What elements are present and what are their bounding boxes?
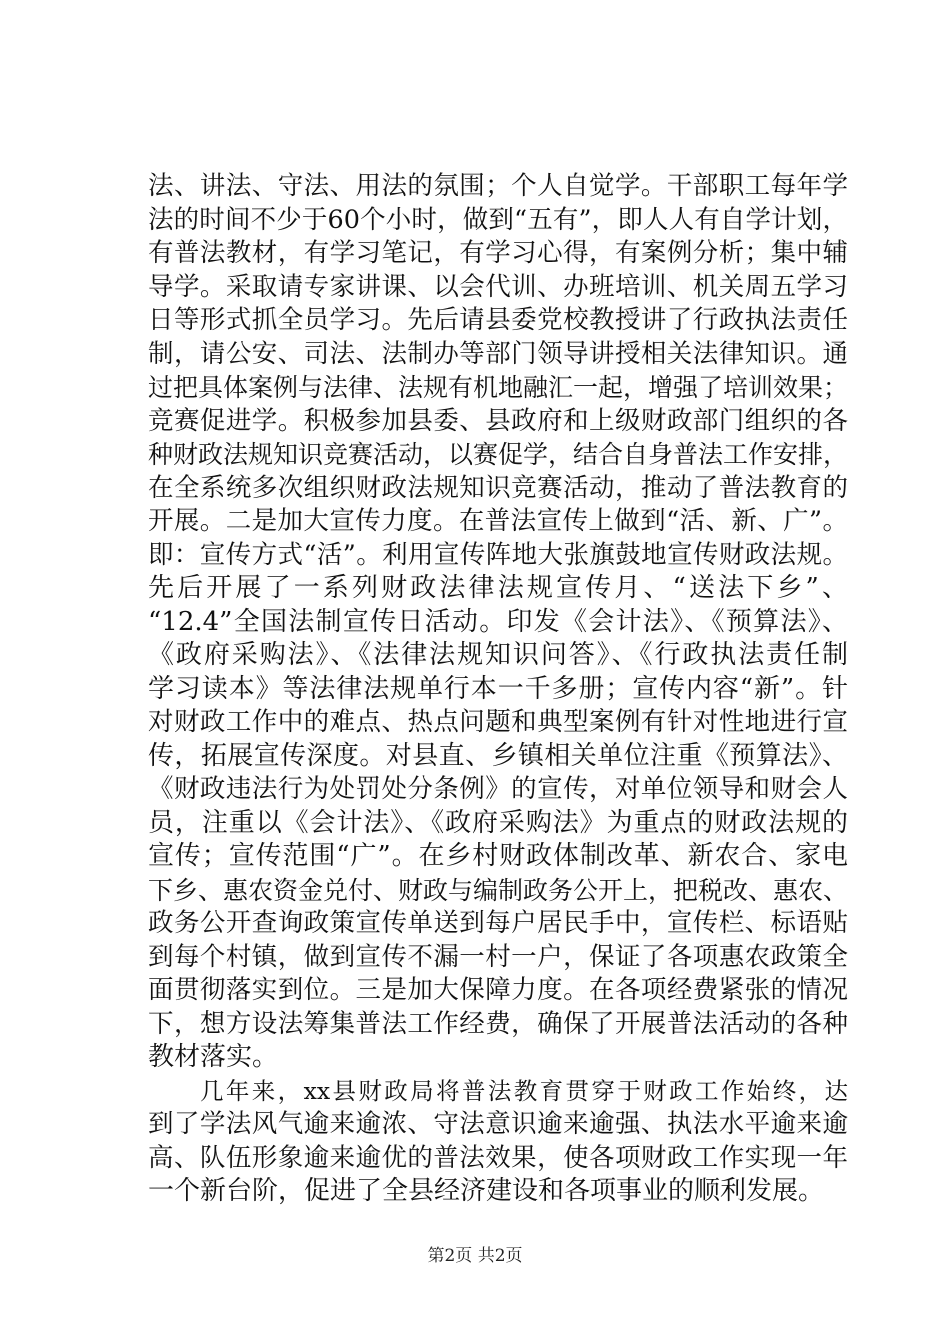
text-line: 几年来，xx县财政局将普法教育贯穿于财政工作始终，达 bbox=[200, 1076, 848, 1105]
text-line: 面贯彻落实到位。三是加大保障力度。在各项经费紧张的情况 bbox=[148, 975, 848, 1005]
text-line: 到了学法风气逾来逾浓、守法意识逾来逾强、执法水平逾来逾 bbox=[148, 1109, 848, 1139]
text-line: 过把具体案例与法律、法规有机地融汇一起，增强了培训效果； bbox=[148, 373, 849, 402]
text-line: 竞赛促进学。积极参加县委、县政府和上级财政部门组织的各 bbox=[148, 405, 848, 436]
text-line: 员，注重以《会计法》、《政府采购法》为重点的财政法规的 bbox=[148, 807, 848, 838]
text-line: 先后开展了一系列财政法律法规宣传月、“送法下乡”、 bbox=[148, 573, 848, 603]
text-line: 日等形式抓全员学习。先后请县委党校教授讲了行政执法责任 bbox=[148, 305, 848, 335]
text-line: “12.4”全国法制宣传日活动。印发《会计法》、《预算法》、 bbox=[148, 606, 848, 637]
text-line: 政务公开查询政策宣传单送到每户居民手中，宣传栏、标语贴 bbox=[148, 908, 848, 938]
page-footer bbox=[0, 1244, 950, 1268]
text-line: 教材落实。 bbox=[148, 1042, 279, 1072]
text-line: 下，想方设法筹集普法工作经费，确保了开展普法活动的各种 bbox=[148, 1008, 848, 1039]
text-line: 下乡、惠农资金兑付、财政与编制政务公开上，把税改、惠农、 bbox=[148, 875, 849, 905]
text-line: 一个新台阶，促进了全县经济建设和各项事业的顺利发展。 bbox=[148, 1176, 825, 1206]
text-line: 在全系统多次组织财政法规知识竞赛活动，推动了普法教育的 bbox=[148, 472, 848, 503]
text-line: 即：宣传方式“活”。利用宣传阵地大张旗鼓地宣传财政法规。 bbox=[148, 539, 848, 570]
text-line: 法、讲法、守法、用法的氛围；个人自觉学。干部职工每年学 bbox=[148, 171, 848, 201]
text-line: 宣传；宣传范围“广”。在乡村财政体制改革、新农合、家电 bbox=[148, 841, 848, 871]
document-body bbox=[148, 170, 848, 1209]
text-line: 《政府采购法》、《法律法规知识问答》、《行政执法责任制 bbox=[148, 640, 848, 670]
paragraph-1 bbox=[148, 170, 848, 1075]
text-line: 高、队伍形象逾来逾优的普法效果，使各项财政工作实现一年 bbox=[148, 1142, 848, 1173]
paragraph-2 bbox=[148, 1075, 848, 1209]
text-line: 《财政违法行为处罚处分条例》的宣传，对单位领导和财会人 bbox=[148, 774, 848, 804]
text-line: 传，拓展宣传深度。对县直、乡镇相关单位注重《预算法》、 bbox=[148, 740, 848, 771]
text-line: 导学。采取请专家讲课、以会代训、办班培训、机关周五学习 bbox=[148, 271, 848, 302]
text-line: 到每个村镇，做到宣传不漏一村一户，保证了各项惠农政策全 bbox=[148, 941, 848, 972]
page-number-label: 第2页 共2页 bbox=[427, 1246, 523, 1266]
text-line: 有普法教材，有学习笔记，有学习心得，有案例分析；集中辅 bbox=[148, 238, 848, 268]
text-line: 制，请公安、司法、法制办等部门领导讲授相关法律知识。通 bbox=[148, 338, 848, 369]
text-line: 开展。二是加大宣传力度。在普法宣传上做到“活、新、广”。 bbox=[148, 506, 848, 536]
text-line: 对财政工作中的难点、热点问题和典型案例有针对性地进行宣 bbox=[148, 707, 848, 737]
text-line: 法的时间不少于60个小时，做到“五有”，即人人有自学计划， bbox=[148, 204, 848, 235]
text-line: 种财政法规知识竞赛活动，以赛促学，结合自身普法工作安排， bbox=[148, 440, 849, 469]
text-line: 学习读本》等法律法规单行本一千多册；宣传内容“新”。针 bbox=[148, 673, 848, 704]
